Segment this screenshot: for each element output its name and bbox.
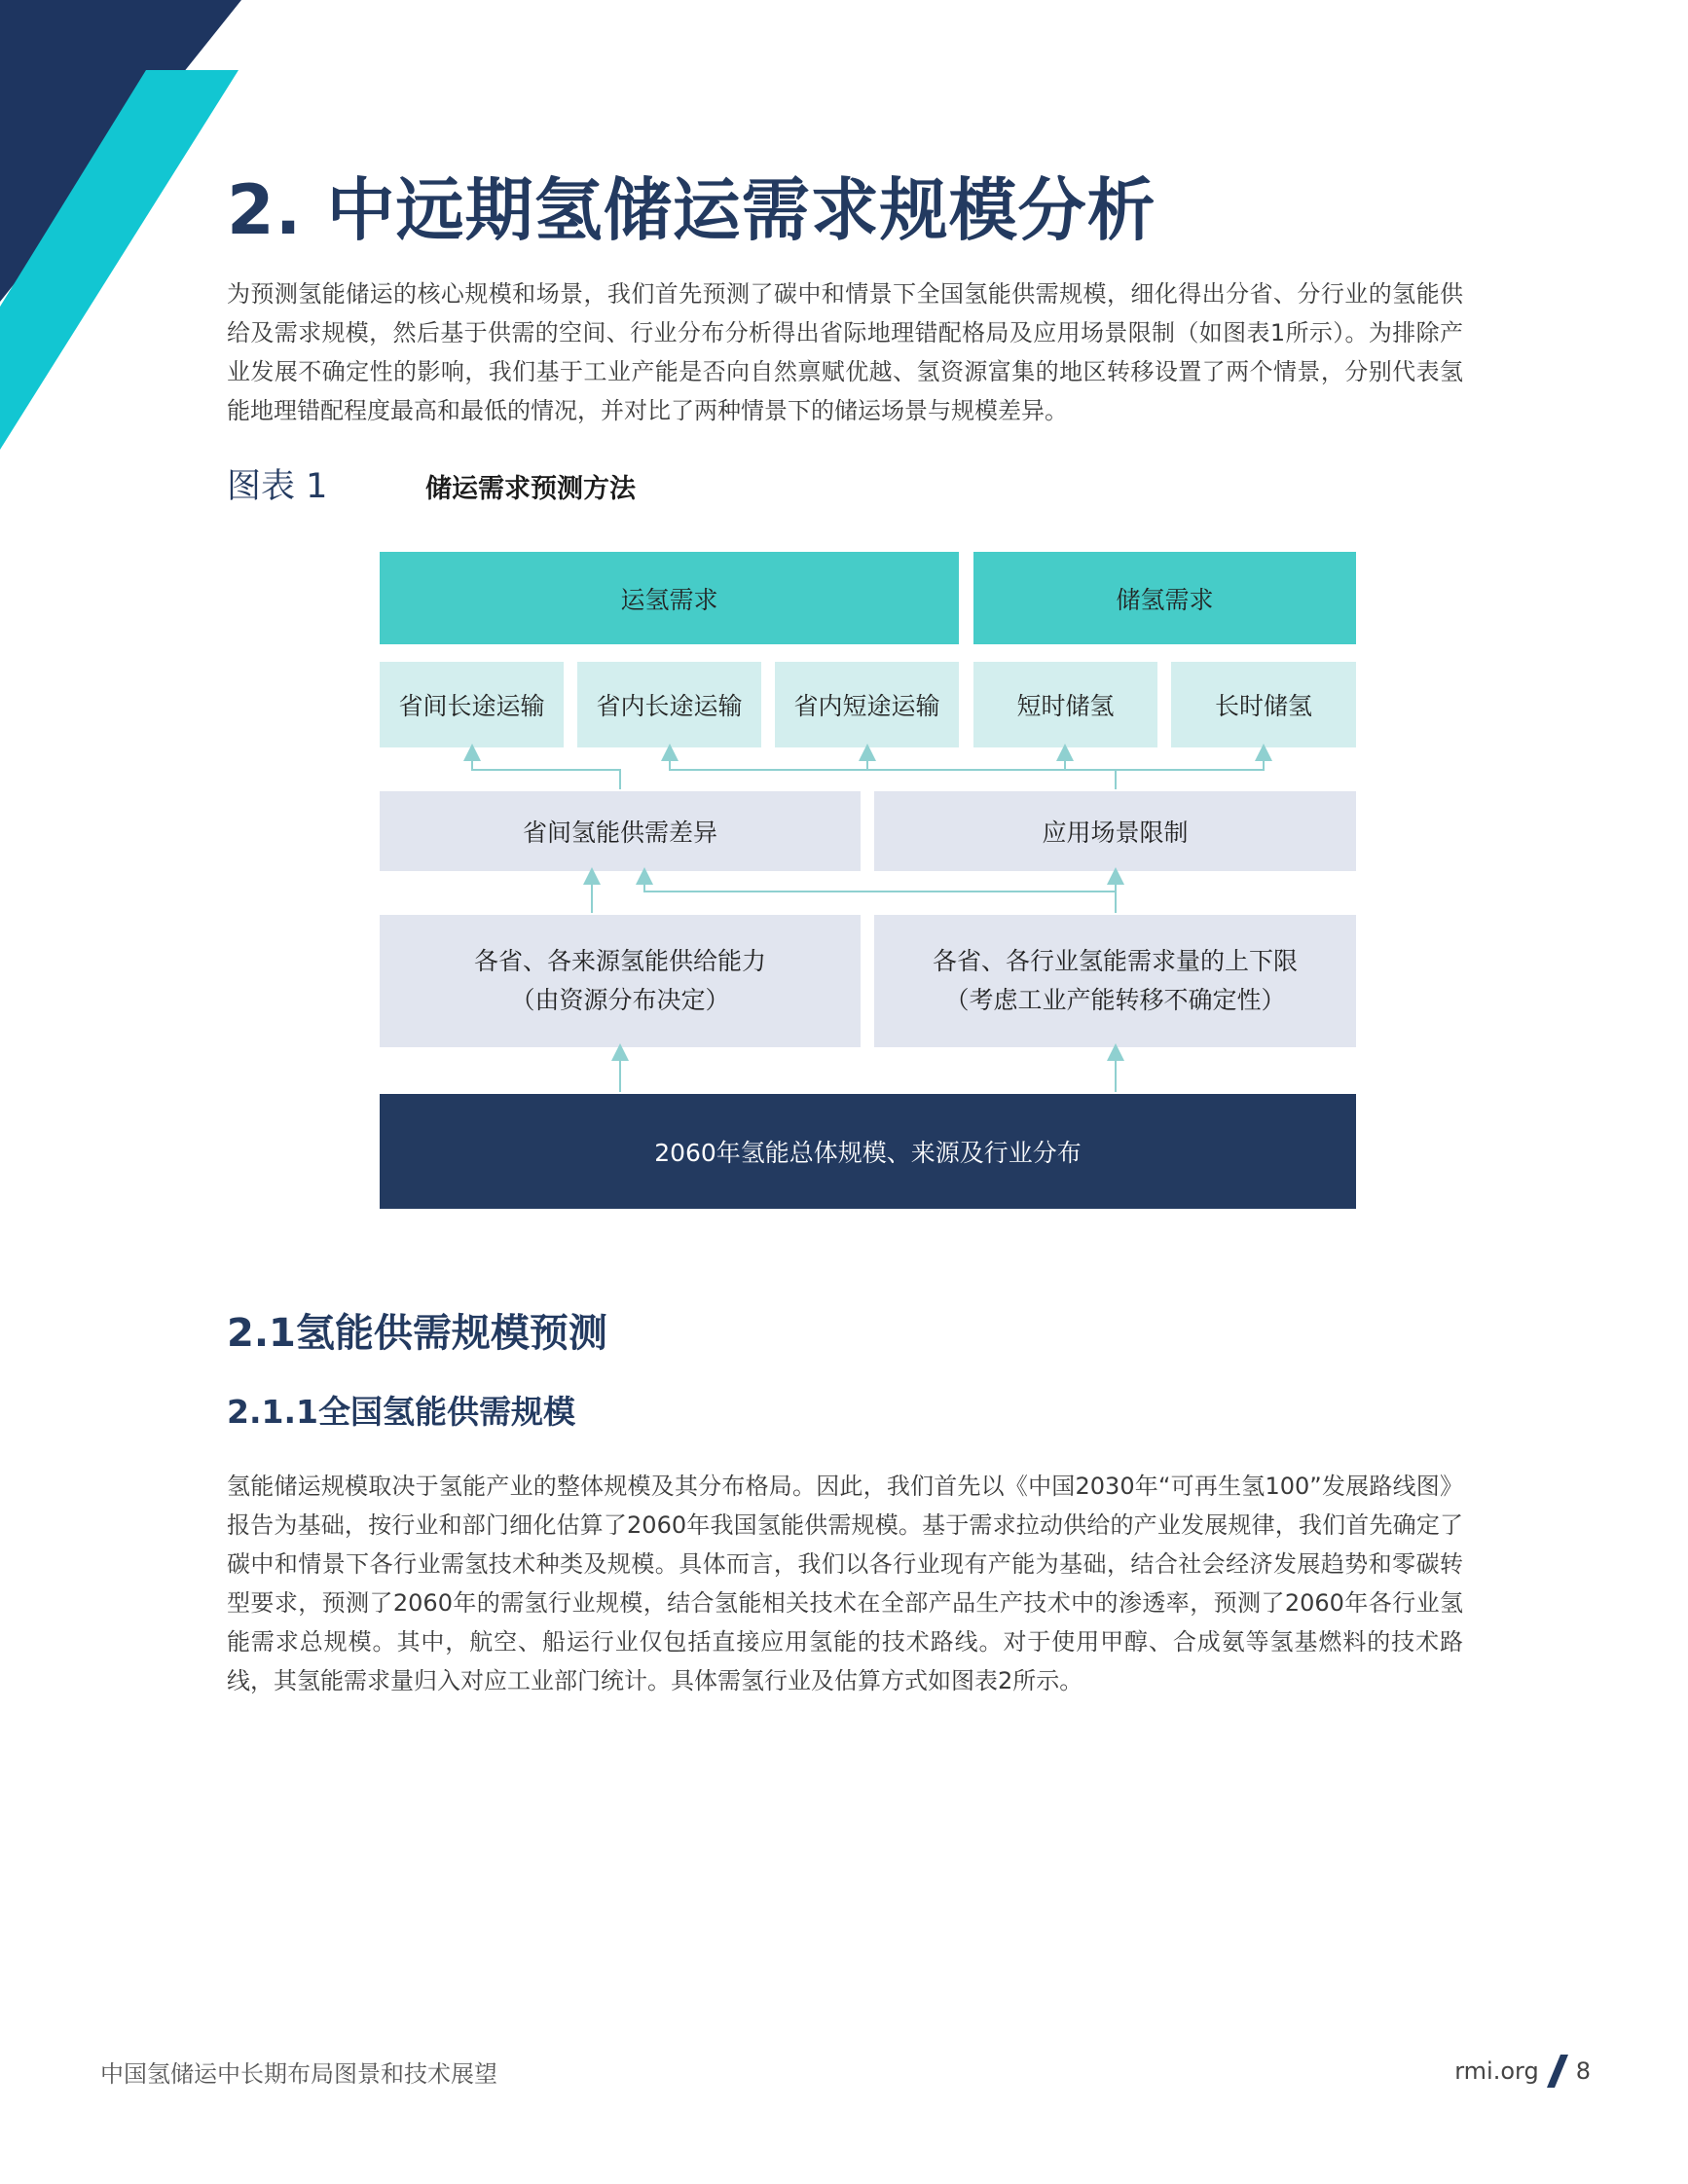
footer-report-title: 中国氢储运中长期布局图景和技术展望 — [100, 2060, 497, 2088]
arrow-gap-to-inter-province — [472, 752, 620, 789]
figure-label: 图表 1 — [227, 467, 328, 506]
demand-range-box — [874, 915, 1356, 1047]
storage-demand-box: 储氢需求 — [973, 552, 1356, 644]
arrow-constraint-to-long-storage — [1116, 752, 1264, 770]
inter-province-long-haul-box: 省间长途运输 — [380, 662, 564, 747]
long-term-storage-box: 长时储氢 — [1171, 662, 1356, 747]
overall-scale-box: 2060年氢能总体规模、来源及行业分布 — [380, 1094, 1356, 1209]
subsection-heading: 2.1.1全国氢能供需规模 — [227, 1393, 575, 1431]
intro-paragraph: 为预测氢能储运的核心规模和场景，我们首先预测了碳中和情景下全国氢能供需规模，细化得出分省、分行业的氢能供给及需求规模，然后基于供需的空间、行业分布分析得出省际地理错配格局及应用场景限制（如图表1所示）。为排除产业发展不确定性的影响，我们基于工业产能是否向自然禀赋优越、氢资源富集的地区转移设置了两个情景，分别代表氢能地理错配程度最高和最低的情况，并对比了两种情景下的储运场景与规模差异。 — [227, 280, 1463, 424]
arrow-constraint-distribution — [670, 752, 1116, 789]
supply-capacity-line1: 各省、各来源氢能供给能力 — [473, 947, 766, 975]
supply-capacity-line2: （由资源分布决定） — [510, 986, 730, 1014]
section-heading: 2.1氢能供需规模预测 — [227, 1311, 607, 1356]
scenario-constraint-box: 应用场景限制 — [874, 791, 1356, 871]
supply-demand-gap-box: 省间氢能供需差异 — [380, 791, 861, 871]
arrow-demand-to-gap — [644, 876, 1116, 913]
figure-title: 储运需求预测方法 — [425, 474, 636, 504]
short-term-storage-box: 短时储氢 — [973, 662, 1157, 747]
page-title: 2. 中远期氢储运需求规模分析 — [227, 170, 1156, 250]
page-number: 8 — [1575, 2057, 1591, 2085]
slash-divider-icon — [1547, 2055, 1568, 2088]
corner-decoration — [0, 0, 253, 457]
intra-province-short-haul-box: 省内短途运输 — [775, 662, 959, 747]
intra-province-long-haul-box: 省内长途运输 — [577, 662, 761, 747]
footer-right — [1454, 2055, 1591, 2088]
supply-capacity-box — [380, 915, 861, 1047]
demand-range-line1: 各省、各行业氢能需求量的上下限 — [932, 947, 1298, 975]
transport-demand-box: 运氢需求 — [380, 552, 959, 644]
demand-range-line2: （考虑工业产能转移不确定性） — [944, 986, 1286, 1014]
footer-site-link[interactable]: rmi.org — [1454, 2057, 1539, 2085]
body-paragraph: 氢能储运规模取决于氢能产业的整体规模及其分布格局。因此，我们首先以《中国2030年“可再生氢100”发展路线图》报告为基础，按行业和部门细化估算了2060年我国氢能供需规模。基于需求拉动供给的产业发展规律，我们首先确定了碳中和情景下各行业需氢技术种类及规模。具体而言，我们以各行业现有产能为基础，结合社会经济发展趋势和零碳转型要求，预测了2060年的需氢行业规模，结合氢能相关技术在全部产品生产技术中的渗透率，预测了2060年各行业氢能需求总规模。其中，航空、船运行业仅包括直接应用氢能的技术路线。对于使用甲醇、合成氨等氢基燃料的技术路线，其氢能需求量归入对应工业部门统计。具体需氢行业及估算方式如图表2所示。 — [227, 1473, 1463, 1694]
